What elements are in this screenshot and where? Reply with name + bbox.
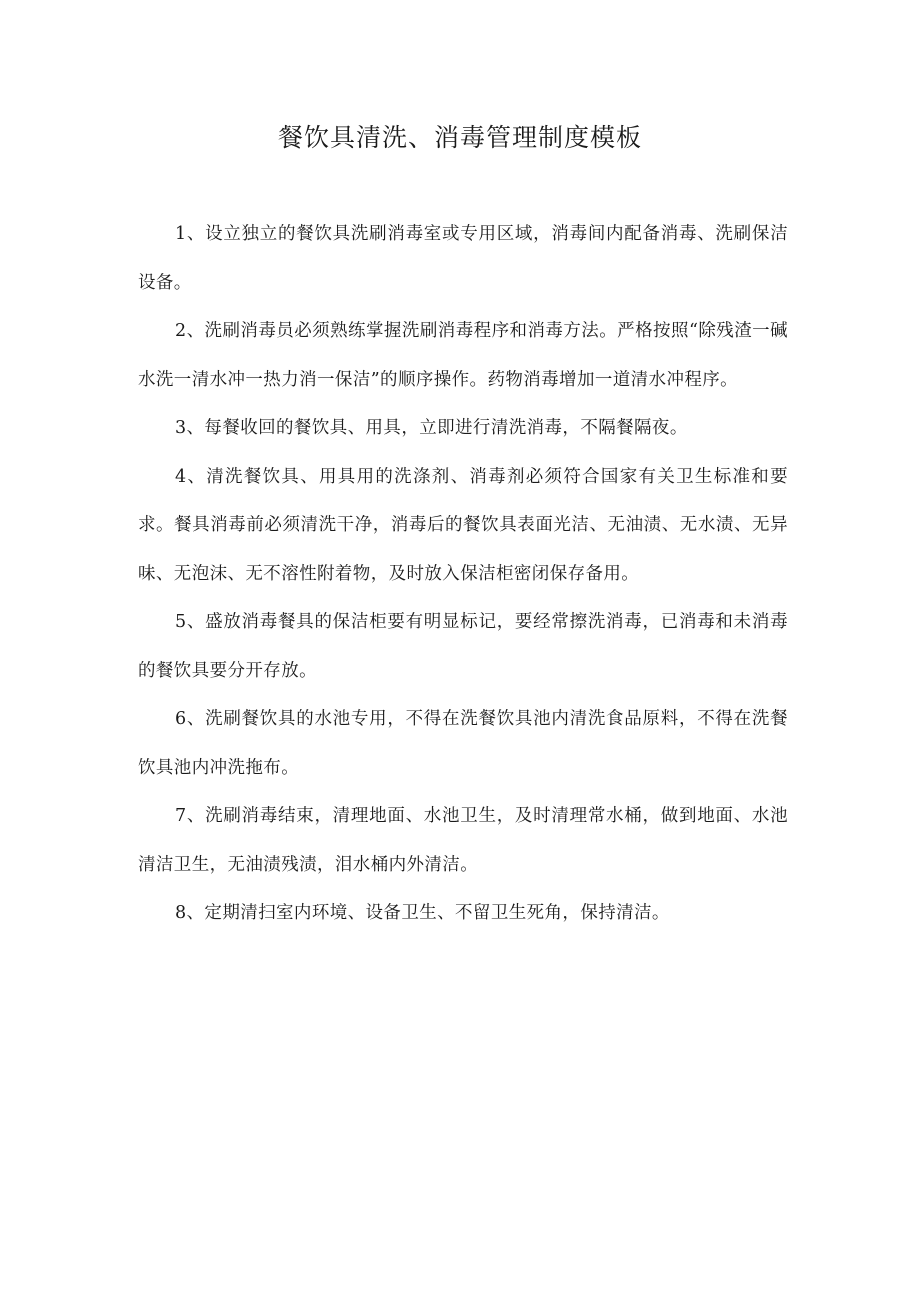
document-body [138, 210, 788, 938]
paragraph-1: 1、设立独立的餐饮具洗刷消毒室或专用区域，消毒间内配备消毒、洗刷保洁设备。 [138, 224, 788, 293]
document-title: 餐饮具清洗、消毒管理制度模板 [277, 123, 642, 152]
paragraph-6: 6、洗刷餐饮具的水池专用，不得在洗餐饮具池内清洗食品原料，不得在洗餐饮具池内冲洗拖布。 [138, 709, 788, 778]
paragraph-3: 3、每餐收回的餐饮具、用具，立即进行清洗消毒，不隔餐隔夜。 [175, 418, 688, 438]
paragraph-5: 5、盛放消毒餐具的保洁柜要有明显标记，要经常擦洗消毒，已消毒和未消毒的餐饮具要分开存放。 [138, 612, 788, 681]
paragraph-8: 8、定期清扫室内环境、设备卫生、不留卫生死角，保持清洁。 [175, 903, 670, 923]
paragraph-4: 4、清洗餐饮具、用具用的洗涤剂、消毒剂必须符合国家有关卫生标准和要求。餐具消毒前必须清洗干净，消毒后的餐饮具表面光洁、无油渍、无水渍、无异味、无泡沫、无不溶性附着物，及时放入保洁柜密闭保存备用。 [138, 466, 788, 584]
paragraph-7: 7、洗刷消毒结束，清理地面、水池卫生，及时清理常水桶，做到地面、水池清洁卫生，无油渍残渍，泪水桶内外清洁。 [138, 806, 788, 875]
paragraph-2: 2、洗刷消毒员必须熟练掌握洗刷消毒程序和消毒方法。严格按照“除残渣一碱水洗一清水冲一热力消一保洁”的顺序操作。药物消毒增加一道清水冲程序。 [138, 321, 788, 390]
